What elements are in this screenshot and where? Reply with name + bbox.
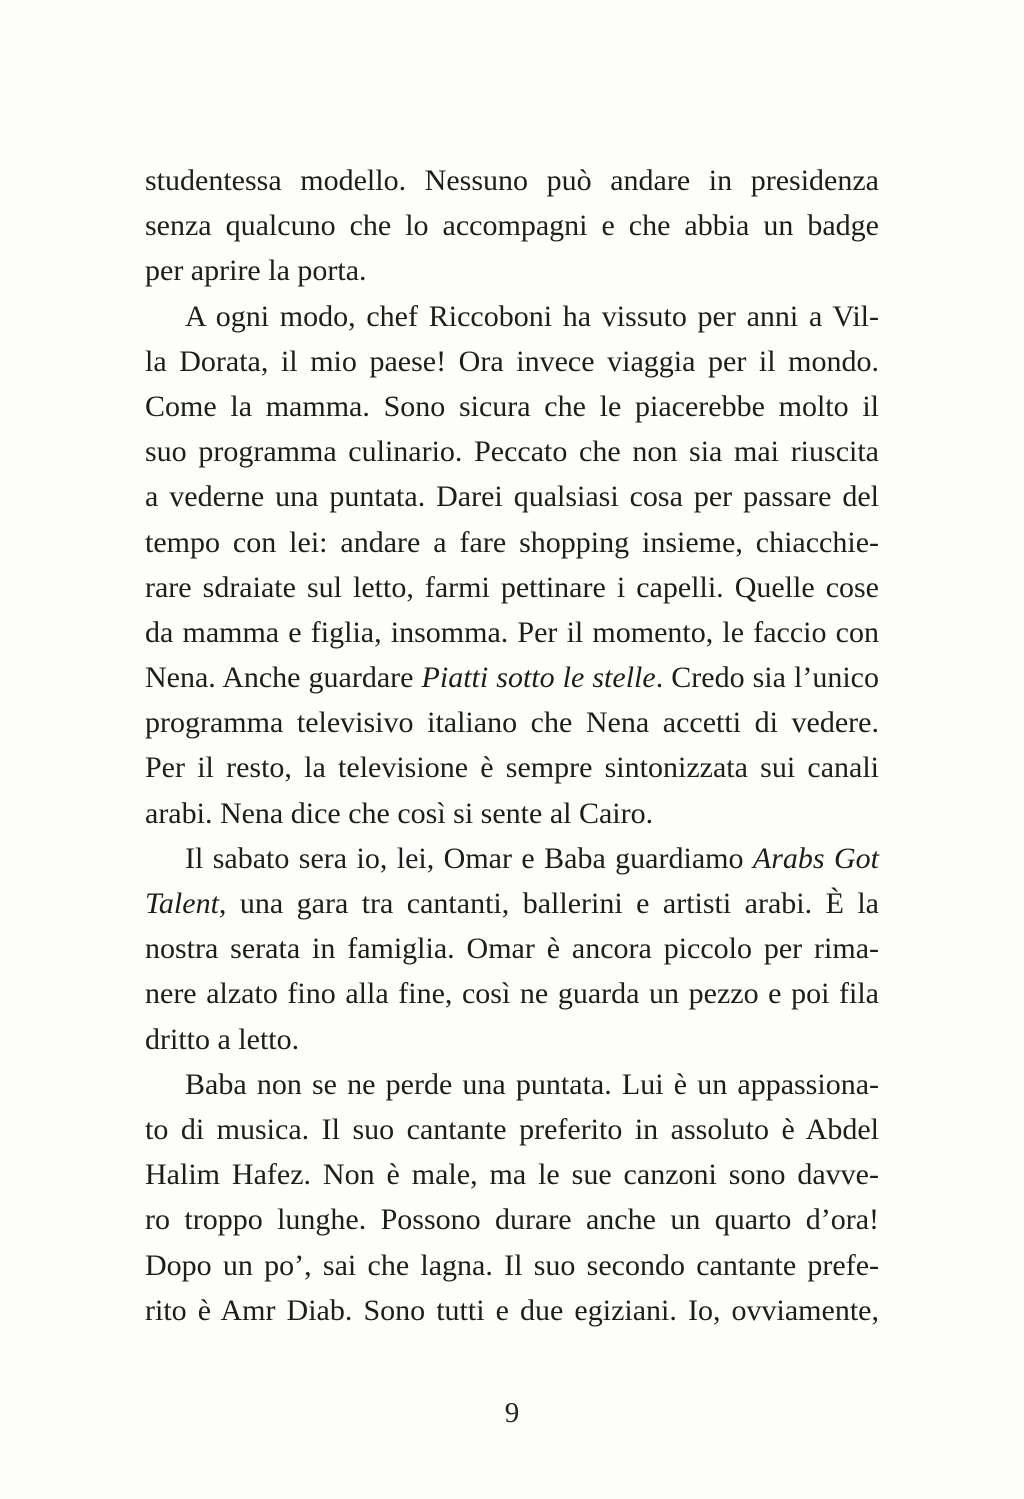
text-line	[145, 1288, 879, 1333]
text-line	[145, 429, 879, 474]
page-number: 9	[504, 1397, 520, 1429]
text-line	[145, 520, 879, 565]
text-line	[145, 881, 879, 926]
text-segment: Come la mamma. Sono sicura che le piacerebbe molto il	[145, 389, 879, 423]
text-line	[145, 248, 879, 293]
text-segment: a vederne una puntata. Darei qualsiasi cosa per passare del	[145, 480, 879, 514]
text-line	[145, 700, 879, 745]
text-segment: da mamma e figlia, insomma. Per il momento, le faccio con	[145, 615, 879, 649]
text-segment: Il sabato sera io, lei, Omar e Baba guardiamo	[185, 841, 753, 875]
text-segment: , una gara tra cantanti, ballerini e artisti arabi. È la	[218, 887, 879, 920]
text-segment: rito è Amr Diab. Sono tutti e due egiziani. Io, ovviamente,	[145, 1293, 879, 1327]
text-segment: suo programma culinario. Peccato che non sia mai riuscita	[145, 435, 879, 469]
text-segment: Baba non se ne perde una puntata. Lui è un appassiona-	[185, 1067, 879, 1101]
text-line	[145, 655, 879, 700]
text-line	[145, 474, 879, 519]
text-line	[145, 1017, 879, 1062]
text-line	[145, 565, 879, 610]
text-segment: ro troppo lunghe. Possono durare anche un quarto d’ora!	[145, 1203, 879, 1237]
italic-text-segment: Arabs Got	[752, 841, 879, 875]
text-segment: la Dorata, il mio paese! Ora invece viaggia per il mondo.	[145, 344, 879, 378]
text-line	[145, 926, 879, 971]
text-line	[145, 1197, 879, 1242]
italic-text-segment: Piatti sotto le stelle	[421, 661, 656, 695]
text-segment: rare sdraiate sul letto, farmi pettinare i capelli. Quelle cose	[145, 570, 879, 604]
text-line	[145, 1107, 879, 1152]
text-line	[145, 158, 879, 203]
text-segment: studentessa modello. Nessuno può andare in presidenza	[145, 164, 879, 197]
text-segment: A ogni modo, chef Riccoboni ha vissuto per anni a Vil-	[185, 299, 879, 333]
text-line	[145, 1152, 879, 1197]
text-line	[145, 1062, 879, 1107]
text-segment: Per il resto, la televisione è sempre sintonizzata sui canali	[145, 751, 879, 785]
text-line	[145, 610, 879, 655]
text-segment: dritto a letto.	[145, 1022, 300, 1056]
text-segment: . Credo sia l’unico	[655, 661, 879, 695]
text-line	[145, 203, 879, 248]
text-line	[145, 384, 879, 429]
text-line	[145, 791, 879, 836]
text-segment: nere alzato fino alla fine, così ne guarda un pezzo e poi fila	[145, 977, 879, 1011]
text-line	[145, 294, 879, 339]
text-segment: tempo con lei: andare a fare shopping insieme, chiacchie-	[145, 525, 879, 559]
text-segment: nostra serata in famiglia. Omar è ancora piccolo per rima-	[145, 932, 879, 966]
text-segment: to di musica. Il suo cantante preferito in assoluto è Abdel	[145, 1112, 879, 1146]
text-segment: senza qualcuno che lo accompagni e che abbia un badge	[145, 209, 879, 243]
text-segment: per aprire la porta.	[145, 254, 367, 288]
text-line	[145, 339, 879, 384]
text-line	[145, 971, 879, 1016]
text-segment: programma televisivo italiano che Nena accetti di vedere.	[145, 706, 879, 740]
text-segment: arabi. Nena dice che così si sente al Cairo.	[145, 796, 654, 830]
text-line	[145, 836, 879, 881]
text-line	[145, 745, 879, 790]
text-line	[145, 1243, 879, 1288]
text-block	[145, 158, 879, 1333]
italic-text-segment: Talent	[145, 887, 219, 920]
text-segment: Nena. Anche guardare	[145, 661, 422, 695]
text-segment: Halim Hafez. Non è male, ma le sue canzoni sono davve-	[145, 1158, 879, 1192]
text-segment: Dopo un po’, sai che lagna. Il suo secondo cantante prefe-	[145, 1248, 879, 1282]
